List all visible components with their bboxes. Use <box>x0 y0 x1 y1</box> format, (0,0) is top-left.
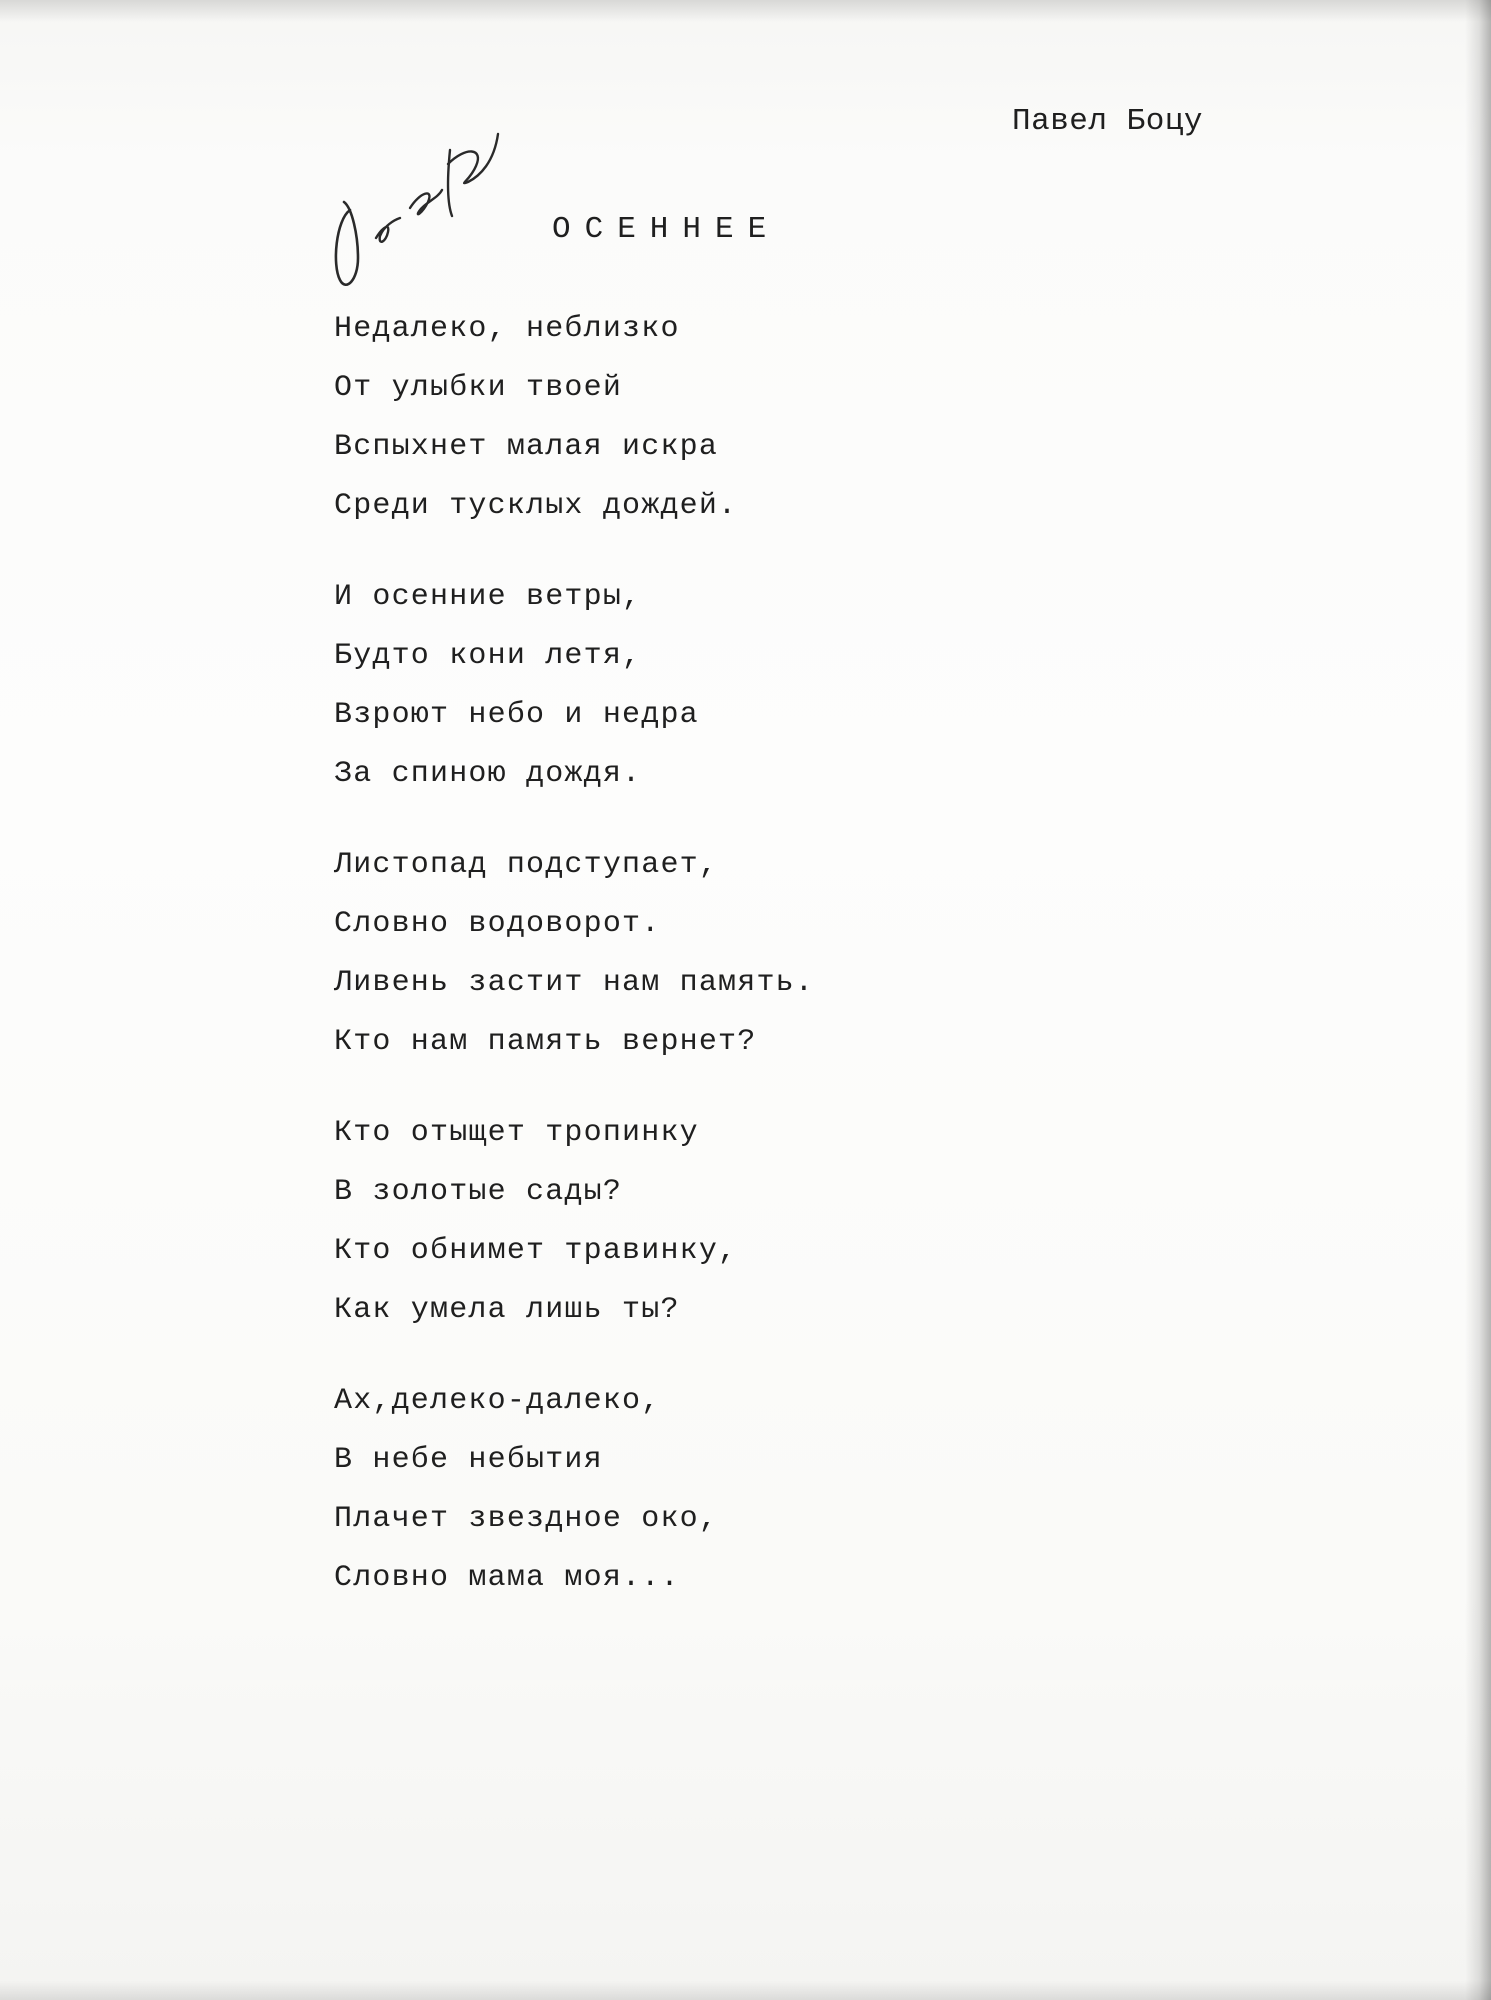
poem-line: Ливень застит нам память. <box>334 966 815 1000</box>
handwritten-signature <box>318 90 548 300</box>
poem-line: Вспыхнет малая искра <box>334 430 719 464</box>
poem-line: Недалеко, неблизко <box>334 312 680 346</box>
poem-line: Будто кони летя, <box>334 639 642 673</box>
stanza-1 <box>334 300 1234 536</box>
stanza-4 <box>334 1104 1234 1340</box>
poem-line: Взроют небо и недра <box>334 698 699 732</box>
poem-line: И осенние ветры, <box>334 580 642 614</box>
poem-title: ОСЕННЕЕ <box>552 212 781 247</box>
poem-line: В золотые сады? <box>334 1175 623 1209</box>
poem-line: Ах,делеко-далеко, <box>334 1384 661 1418</box>
poem-line: В небе небытия <box>334 1443 603 1477</box>
poem-line: Кто обнимет травинку, <box>334 1234 738 1268</box>
poem-line: Как умела лишь ты? <box>334 1293 680 1327</box>
poem-line: Кто нам память вернет? <box>334 1025 757 1059</box>
scan-right-shadow <box>1465 0 1491 2000</box>
poem-line: За спиною дождя. <box>334 757 642 791</box>
poem-line: От улыбки твоей <box>334 371 623 405</box>
stanza-5 <box>334 1372 1234 1608</box>
poem-line: Среди тусклых дождей. <box>334 489 738 523</box>
poem-line: Кто отыщет тропинку <box>334 1116 699 1150</box>
poem-body <box>334 300 1234 1640</box>
scan-bottom-shadow <box>0 1980 1491 2000</box>
scan-top-shadow <box>0 0 1491 22</box>
poem-line: Словно водоворот. <box>334 907 661 941</box>
stanza-2 <box>334 568 1234 804</box>
stanza-3 <box>334 836 1234 1072</box>
poem-line: Словно мама моя... <box>334 1561 680 1595</box>
poem-line: Плачет звездное око, <box>334 1502 719 1536</box>
author-name: Павел Боцу <box>1012 104 1204 139</box>
poem-line: Листопад подступает, <box>334 848 719 882</box>
